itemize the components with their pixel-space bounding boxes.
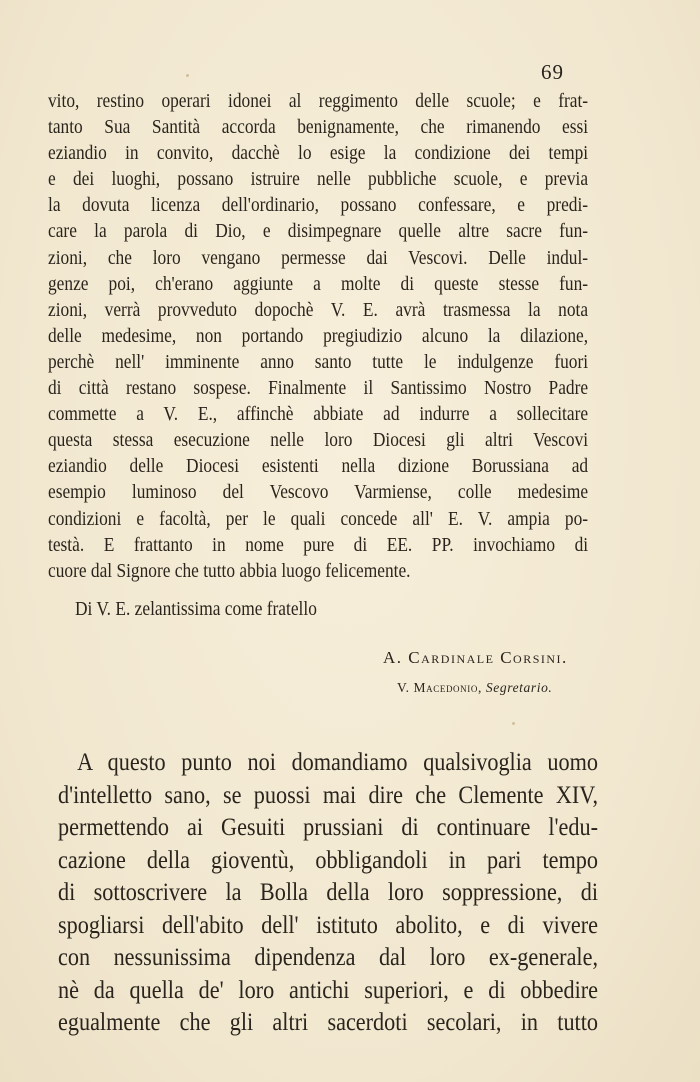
commentary-line: A questo punto noi domandiamo qualsivoglia uomo (77, 747, 599, 776)
letter-closing: Di V. E. zelantissima come fratello (75, 598, 317, 620)
commentary-line: d'intelletto sano, se puossi mai dire che Clemente XIV, (58, 779, 599, 809)
letter-line: eziandio delle Diocesi esistenti nella dizione Borussiana ad (48, 455, 589, 478)
commentary-line: permettendo ai Gesuiti prussiani di continuare l'edu- (58, 812, 599, 841)
letter-line: commette a V. E., affinchè abbiate ad indurre a sollecitare (48, 403, 589, 426)
letter-line: cuore dal Signore che tutto abbia luogo felicemente. (48, 559, 411, 582)
letter-body (48, 88, 588, 584)
signature: A. Cardinale Corsini. (383, 648, 568, 667)
commentary-line: nè da quella de' loro antichi superiori, e di obbedire (58, 974, 599, 1004)
letter-line: condizioni e facoltà, per le quali concede all' E. V. ampia po- (48, 507, 589, 530)
letter-line: care la parola di Dio, e disimpegnare quelle altre sacre fun- (48, 220, 589, 243)
paper-speck (512, 722, 515, 725)
letter-line: perchè nell' imminente anno santo tutte le indulgenze fuori (48, 350, 589, 373)
letter-line: eziandio in convito, dacchè lo esige la condizione dei tempi (48, 142, 589, 165)
commentary-line: con nessunissima dipendenza dal loro ex-generale, (58, 942, 599, 971)
letter-line: questa stessa esecuzione nelle loro Diocesi gli altri Vescovi (48, 429, 589, 452)
letter-line: zioni, verrà provveduto dopochè V. E. avrà trasmessa la nota (48, 298, 589, 321)
letter-line: la dovuta licenza dell'ordinario, possano confessare, e predi- (48, 194, 589, 217)
letter-line: vito, restino operari idonei al reggimento delle scuole; e frat- (48, 90, 589, 112)
paper-speck (186, 74, 189, 77)
commentary-paragraph (58, 746, 598, 1039)
page-number: 69 (541, 60, 564, 84)
letter-line: genze poi, ch'erano aggiunte a molte di queste stesse fun- (48, 272, 589, 295)
letter-line: zioni, che loro vengano permesse dai Vescovi. Delle indul- (48, 246, 589, 269)
letter-line: esempio luminoso del Vescovo Varmiense, colle medesime (48, 481, 589, 504)
commentary-line: egualmente che gli altri sacerdoti secolari, in tutto (58, 1007, 599, 1036)
commentary-line: spogliarsi dell'abito dell' istituto abolito, e di vivere (58, 909, 599, 939)
letter-line: tanto Sua Santità accorda benignamente, che rimanendo essi (48, 116, 589, 139)
letter-line: testà. E frattanto in nome pure di EE. PP. invochiamo di (48, 533, 589, 556)
letter-line: delle medesime, non portando pregiudizio alcuno la dilazione, (48, 324, 589, 347)
secretary-title: Segretario. (485, 680, 553, 695)
letter-line: di città restano sospese. Finalmente il Santissimo Nostro Padre (48, 377, 589, 400)
letter-line: e dei luoghi, possano istruire nelle pubbliche scuole, e previa (48, 168, 589, 191)
secretary-line (397, 680, 552, 696)
commentary-line: di sottoscrivere la Bolla della loro soppressione, di (58, 877, 599, 906)
commentary-line: cazione della gioventù, obbligandoli in pari tempo (58, 844, 599, 874)
secretary-name: V. Macedonio, (397, 680, 482, 695)
